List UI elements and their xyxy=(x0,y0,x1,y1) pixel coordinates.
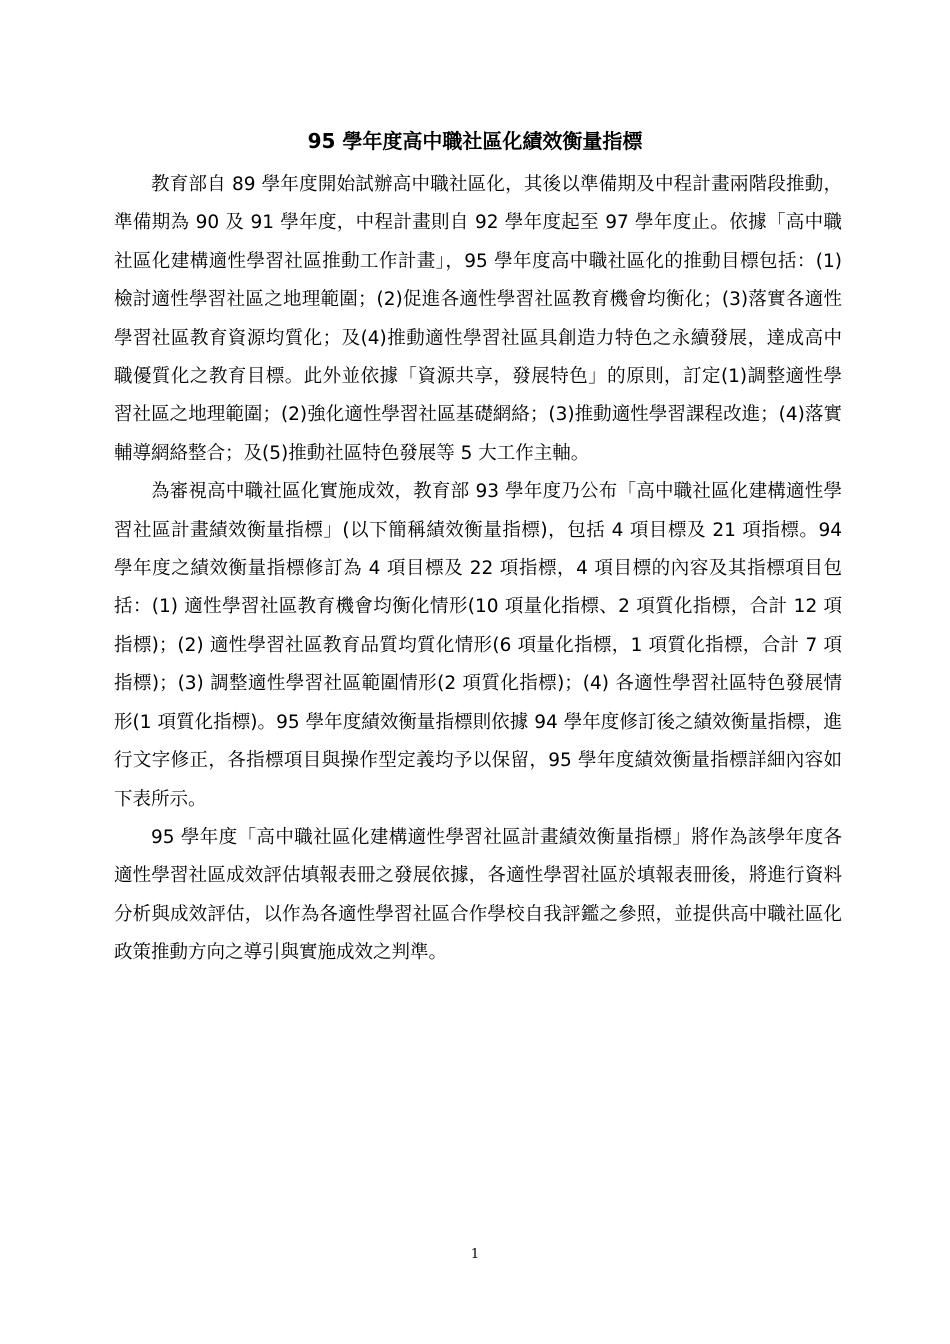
paragraph-purpose: 95 學年度「高中職社區化建構適性學習社區計畫績效衡量指標」將作為該學年度各適性學習社區成效評估填報表冊之發展依據，各適性學習社區於填報表冊後，將進行資料分析與成效評估，以作為各適性學習社區合作學校自我評鑑之參照，並提供高中職社區化政策推動方向之導引與實施成效之判準。 xyxy=(114,826,842,964)
document-body xyxy=(114,166,842,973)
page-number: 1 xyxy=(470,1247,480,1262)
document-title: 95 學年度高中職社區化績效衡量指標 xyxy=(307,129,643,153)
paragraph-background: 教育部自 89 學年度開始試辦高中職社區化，其後以準備期及中程計畫兩階段推動，準備期為 90 及 91 學年度，中程計畫則自 92 學年度起至 97 學年度止。依據「高中職社區化建構適性學習社區推動工作計畫」，95 學年度高中職社區化的推動目標包括：(1)檢討適性學習社區之地理範圍；(2)促進各適性學習社區教育機會均衡化；(3)落實各適性學習社區教育資源均質化；及(4)推動適性學習社區具創造力特色之永續發展，達成高中職優質化之教育目標。此外並依據「資源共享，發展特色」的原則，訂定(1)調整適性學習社區之地理範圍；(2)強化適性學習社區基礎網絡；(3)推動適性學習課程改進；(4)落實輔導網絡整合；及(5)推動社區特色發展等 5 大工作主軸。 xyxy=(114,174,842,464)
paragraph-indicators: 為審視高中職社區化實施成效，教育部 93 學年度乃公布「高中職社區化建構適性學習社區計畫績效衡量指標」(以下簡稱績效衡量指標)，包括 4 項目標及 21 項指標。94 學年度之績效衡量指標修訂為 4 項目標及 22 項指標，4 項目標的內容及其指標項目包括：(1) 適性學習社區教育機會均衡化情形(10 項量化指標、2 項質化指標，合計 12 項指標)；(2) 適性學習社區教育品質均質化情形(6 項量化指標，1 項質化指標，合計 7 項指標)；(3) 調整適性學習社區範圍情形(2 項質化指標)；(4) 各適性學習社區特色發展情形(1 項質化指標)。95 學年度績效衡量指標則依據 94 學年度修訂後之績效衡量指標，進行文字修正，各指標項目與操作型定義均予以保留，95 學年度績效衡量指標詳細內容如下表所示。 xyxy=(114,481,842,810)
